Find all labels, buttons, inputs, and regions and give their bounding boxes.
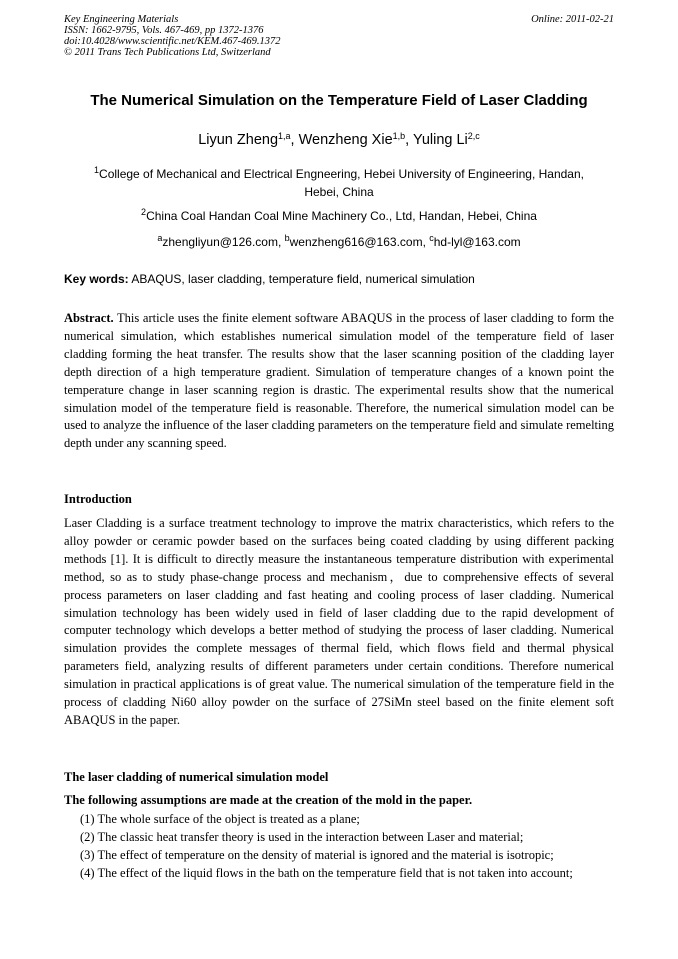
author-name: Wenzheng Xie bbox=[298, 132, 393, 148]
affiliation-marker: 2 bbox=[141, 207, 147, 217]
author-name: Liyun Zheng bbox=[198, 132, 279, 148]
list-item: (3) The effect of temperature on the density of material is ignored and the material is isotropic; bbox=[80, 847, 554, 862]
email-marker: b bbox=[284, 233, 290, 243]
abstract bbox=[64, 310, 614, 453]
author-superscript: 1,a bbox=[278, 131, 291, 141]
journal-header bbox=[64, 14, 614, 58]
author-list bbox=[30, 132, 648, 148]
author-superscript: 1,b bbox=[392, 131, 406, 141]
email-marker: c bbox=[429, 233, 434, 243]
copyright-line: © 2011 Trans Tech Publications Ltd, Switzerland bbox=[64, 47, 271, 58]
affiliation-text: College of Mechanical and Electrical Engneering, Hebei University of Engineering, Handan, Hebei, China bbox=[99, 167, 584, 199]
email-line bbox=[80, 233, 598, 251]
email-text: wenzheng616@163.com, bbox=[289, 235, 430, 249]
introduction-paragraph: Laser Cladding is a surface treatment technology to improve the matrix characteristics, which refers to the alloy powder or ceramic powder based on the surfaces being coated cladding by using different packing methods [1]. It is difficult to directly measure the instantaneous temperature distribution with experimental method, so as to study phase-change process and mechanism，due to comprehensive effects of several process parameters on laser cladding and fast heating and cooling process of laser cladding. Numerical simulation technology has been widely used in field of laser cladding due to the rapid development of computer technology which develops a better method of studying the process of laser cladding. Numerical simulation provides the complete messages of thermal field, which flows field and thermal physical parameters field, analyzing results of different parameters under certain conditions. Therefore numerical simulation in practical applications is of great value. The numerical simulation of the temperature field in the process of cladding Ni60 alloy powder on the surface of 27SiMn steel based on the finite element soft ABAQUS in the paper. bbox=[64, 516, 614, 727]
email-text: hd-lyl@163.com bbox=[433, 235, 521, 249]
paper-title: The Numerical Simulation on the Temperature Field of Laser Cladding bbox=[90, 92, 588, 109]
affiliation-1 bbox=[80, 165, 598, 201]
section-heading: The laser cladding of numerical simulation model bbox=[64, 770, 329, 784]
abstract-text: This article uses the finite element software ABAQUS in the process of laser cladding to form the numerical simulation, which establishes numerical simulation model of the temperature field of laser cladding forming the heat transfer. The results show that the laser scanning position of the cladding layer depth direction of a high temperature gradient. Simulation of temperature changes of a known point the temperature change in laser scanning region is drastic. The experimental results show that the numerical simulation model of the temperature field is reasonable. Therefore, the numerical simulation model can be used to analyze the influence of the laser cladding parameters on the temperature field and simulate remelting depth under any scanning speed. bbox=[64, 311, 614, 451]
keywords bbox=[64, 272, 624, 286]
list-item: (1) The whole surface of the object is treated as a plane; bbox=[80, 812, 360, 826]
email-text: zhengliyun@126.com, bbox=[162, 235, 285, 249]
online-date: Online: 2011-02-21 bbox=[531, 14, 614, 25]
abstract-label: Abstract. bbox=[64, 311, 114, 325]
assumptions-heading: The following assumptions are made at the creation of the mold in the paper. bbox=[64, 793, 473, 807]
affiliation-text: China Coal Handan Coal Mine Machinery Co., Ltd, Handan, Hebei, China bbox=[146, 209, 537, 223]
email-marker: a bbox=[157, 233, 163, 243]
keywords-label: Key words: bbox=[64, 272, 129, 286]
affiliation-2 bbox=[80, 207, 598, 225]
list-item: (4) The effect of the liquid flows in the bath on the temperature field that is not taken into account; bbox=[80, 865, 573, 880]
author-separator: , bbox=[290, 132, 299, 148]
author-name: Yuling Li bbox=[412, 132, 468, 148]
assumptions-list bbox=[64, 811, 614, 883]
author-separator: , bbox=[405, 132, 413, 148]
introduction-heading: Introduction bbox=[64, 492, 132, 506]
journal-name: Key Engineering Materials bbox=[64, 14, 179, 25]
list-item: (2) The classic heat transfer theory is used in the interaction between Laser and material; bbox=[80, 829, 524, 844]
issn-line: ISSN: 1662-9795, Vols. 467-469, pp 1372-1376 bbox=[64, 25, 264, 36]
author-superscript: 2,c bbox=[467, 131, 480, 141]
doi-line: doi:10.4028/www.scientific.net/KEM.467-469.1372 bbox=[64, 36, 281, 47]
affiliation-marker: 1 bbox=[94, 165, 100, 175]
keywords-text: ABAQUS, laser cladding, temperature field, numerical simulation bbox=[128, 272, 475, 286]
